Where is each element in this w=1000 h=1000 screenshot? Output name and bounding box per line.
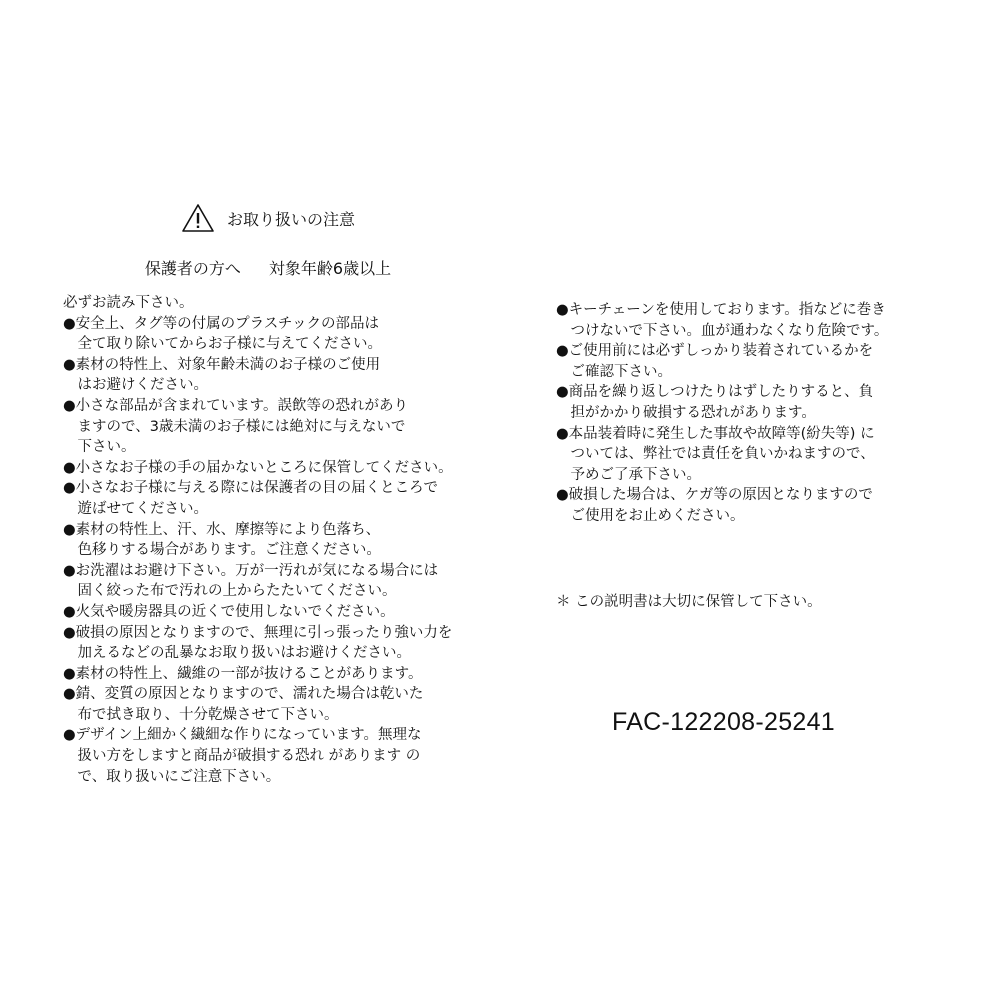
instruction-line: 布で拭き取り、十分乾燥させて下さい。 xyxy=(63,706,339,723)
product-code: FAC-122208-25241 xyxy=(612,708,836,736)
instruction-line: ●火気や暖房器具の近くで使用しないでください。 xyxy=(63,603,395,620)
instruction-line: ●小さなお子様の手の届かないところに保管してください。 xyxy=(63,459,453,476)
instruction-line: ●錆、変質の原因となりますので、濡れた場合は乾いた xyxy=(63,686,424,703)
instruction-line: ●素材の特性上、繊維の一部が抜けることがあります。 xyxy=(63,665,423,682)
instruction-line: ●本品装着時に発生した事故や故障等(紛失等) に xyxy=(556,425,875,442)
right-instructions xyxy=(556,300,888,527)
storage-note: ＊ この説明書は大切に保管して下さい。 xyxy=(556,594,822,610)
instruction-line: ご使用をお止めください。 xyxy=(556,507,745,524)
instruction-line: 色移りする場合があります。ご注意ください。 xyxy=(63,542,381,559)
warning-icon xyxy=(181,203,215,233)
age-label: 対象年齢6歳以上 xyxy=(268,259,392,278)
instruction-line: 予めご了承下さい。 xyxy=(556,466,701,483)
instruction-line: ●デザイン上細かく繊細な作りになっています。無理な xyxy=(63,727,422,744)
instruction-line: 必ずお読み下さい。 xyxy=(63,295,194,311)
instruction-line: 担がかかり破損する恐れがあります。 xyxy=(556,404,816,421)
instruction-line: はお避けください。 xyxy=(63,377,208,394)
page-title: お取り扱いの注意 xyxy=(226,209,355,229)
instruction-line: ●ご使用前には必ずしっかり装着されているかを xyxy=(556,343,874,360)
instruction-line: で、取り扱いにご注意下さい。 xyxy=(63,768,281,785)
instruction-line: 加えるなどの乱暴なお取り扱いはお避けください。 xyxy=(63,645,411,662)
instruction-line: ●安全上、タグ等の付属のプラスチックの部品は xyxy=(63,315,379,332)
title-row xyxy=(0,203,536,233)
instruction-line: ●お洗濯はお避け下さい。万が一汚れが気になる場合には xyxy=(63,562,439,579)
instruction-line: ●破損の原因となりますので、無理に引っ張ったり強い力を xyxy=(63,624,453,641)
instruction-line: ●商品を繰り返しつけたりはずしたりすると、負 xyxy=(556,384,874,401)
instruction-line: 下さい。 xyxy=(63,439,136,456)
instruction-line: ●素材の特性上、汗、水、摩擦等により色落ち、 xyxy=(63,521,381,538)
instruction-line: ●素材の特性上、対象年齢未満のお子様のご使用 xyxy=(63,356,381,373)
instruction-line: ●小さな部品が含まれています。誤飲等の恐れがあり xyxy=(63,397,408,414)
subtitle xyxy=(0,256,536,279)
instruction-line: ご確認下さい。 xyxy=(556,363,672,380)
instruction-line: ●キーチェーンを使用しております。指などに巻き xyxy=(556,302,886,318)
left-instructions xyxy=(63,293,453,787)
instruction-line: 全て取り除いてからお子様に与えてください。 xyxy=(63,336,382,353)
instruction-line: 固く絞った布で汚れの上からたたいてください。 xyxy=(63,583,397,600)
instruction-line: ●破損した場合は、ケガ等の原因となりますので xyxy=(556,487,873,504)
instruction-line: ついては、弊社では責任を負いかねますので、 xyxy=(556,446,875,463)
instruction-line: つけないで下さい。血が通わなくなり危険です。 xyxy=(556,322,889,339)
instruction-line: 扱い方をしますと商品が破損する恐れ があります の xyxy=(63,748,421,765)
instruction-line: 遊ばせてください。 xyxy=(63,500,208,517)
instruction-line: ●小さなお子様に与える際には保護者の目の届くところで xyxy=(63,480,439,497)
audience-label: 保護者の方へ xyxy=(144,259,241,278)
instruction-line: ますので、3歳未満のお子様には絶対に与えないで xyxy=(63,418,406,435)
